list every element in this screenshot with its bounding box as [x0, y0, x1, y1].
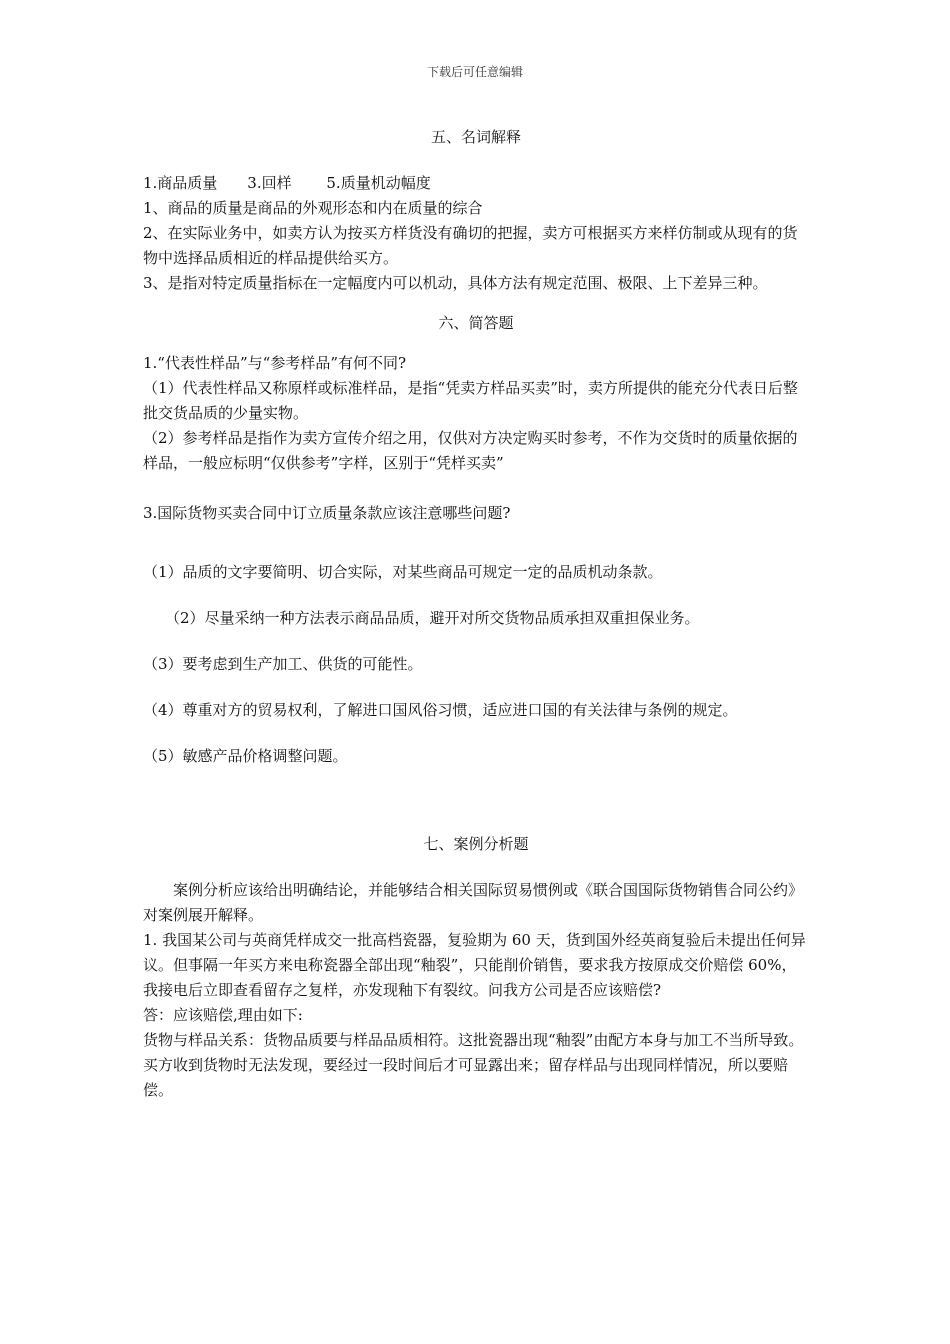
case-1: 1. 我国某公司与英商凭样成交一批高档瓷器，复验期为 60 天，货到国外经英商复验后未提出任何异议。但事隔一年买方来电称瓷器全部出现“釉裂”，只能削价销售，要求我方按原成交价赔偿 60%，我接电后立即查看留存之复样，亦发现釉下有裂纹。问我方公司是否应该赔偿? — [143, 931, 806, 999]
question-3-answer-1: （1）品质的文字要简明、切合实际，对某些商品可规定一定的品质机动条款。 — [143, 563, 663, 581]
term-answer-1: 1、商品的质量是商品的外观形态和内在质量的综合 — [143, 199, 483, 217]
question-3-answer-2: （2）尽量采纳一种方法表示商品品质，避开对所交货物品质承担双重担保业务。 — [165, 609, 700, 627]
terms-line: 1.商品质量 3.回样 5.质量机动幅度 — [143, 174, 431, 192]
question-1-answer-2: （2）参考样品是指作为卖方宣传介绍之用，仅供对方决定购买时参考，不作为交货时的质量依据的样品，一般应标明“仅供参考”字样，区别于“凭样买卖” — [143, 429, 798, 472]
term-answer-2: 2、在实际业务中，如卖方认为按买方样货没有确切的把握，卖方可根据买方来样仿制或从现有的货物中选择品质相近的样品提供给买方。 — [143, 224, 798, 267]
section-7-title: 七、案例分析题 — [423, 835, 529, 853]
document-body — [143, 125, 809, 1103]
question-3-answer-5: （5）敏感产品价格调整问题。 — [143, 747, 348, 765]
answer-body: 货物与样品关系：货物品质要与样品品质相符。这批瓷器出现“釉裂”由配方本身与加工不当所导致。买方收到货物时无法发现，要经过一段时间后才可显露出来；留存样品与出现同样情况，所以要赔偿。 — [143, 1031, 804, 1099]
page-header: 下载后可任意编辑 — [426, 65, 523, 79]
section-6-title: 六、简答题 — [438, 314, 514, 332]
question-1-answer-1: （1）代表性样品又称原样或标准样品，是指“凭卖方样品买卖”时，卖方所提供的能充分代表日后整批交货品质的少量实物。 — [143, 379, 798, 422]
question-3-answer-3: （3）要考虑到生产加工、供货的可能性。 — [143, 655, 423, 673]
question-3-answer-4: （4）尊重对方的贸易权利，了解进口国风俗习惯，适应进口国的有关法律与条例的规定。 — [143, 701, 738, 719]
term-answer-3: 3、是指对特定质量指标在一定幅度内可以机动，具体方法有规定范围、极限、上下差异三种。 — [143, 274, 768, 292]
answer-label: 答：应该赔偿,理由如下: — [143, 1006, 303, 1024]
case-intro: 案例分析应该给出明确结论，并能够结合相关国际贸易惯例或《联合国国际货物销售合同公约》对案例展开解释。 — [143, 881, 804, 924]
section-5-title: 五、名词解释 — [430, 128, 521, 146]
question-1: 1.“代表性样品”与“参考样品”有何不同? — [143, 354, 407, 372]
question-3: 3.国际货物买卖合同中订立质量条款应该注意哪些问题? — [143, 504, 511, 522]
